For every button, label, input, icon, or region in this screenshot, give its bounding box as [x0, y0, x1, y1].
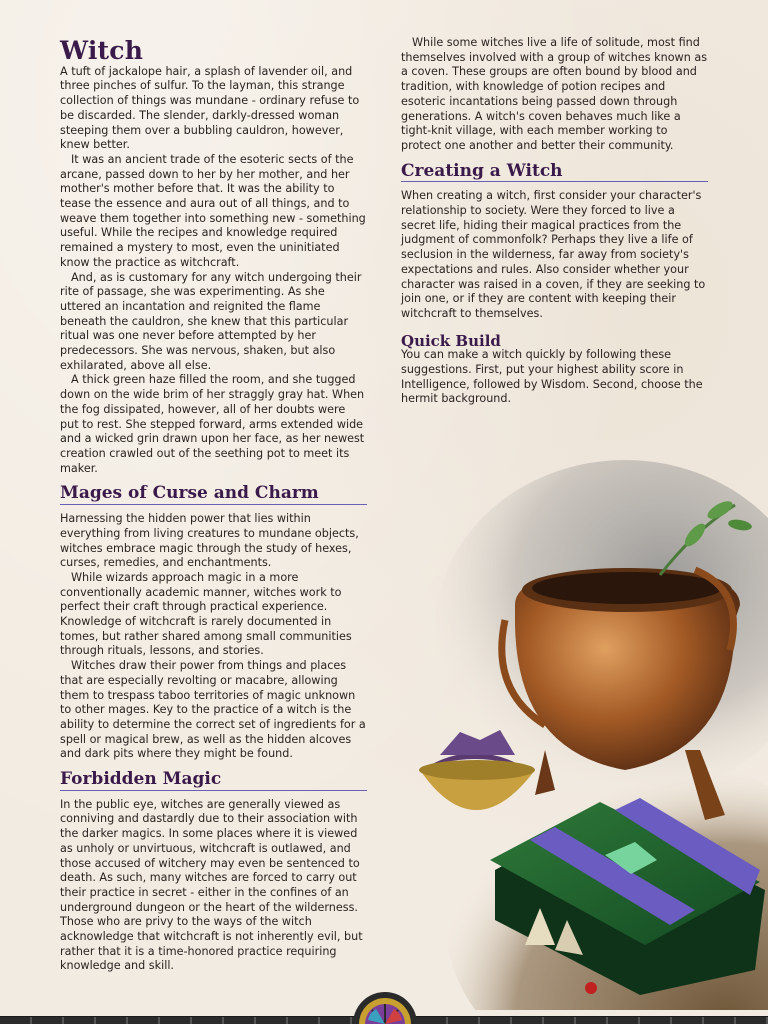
mages-paragraph-3: Witches draw their power from things and places that are especially revolting or macabre, allowing them to trespass taboo territories of magic unknown to other mages. Key to the practice of a witch is the ability to determine the correct set of ingredients for a spell or magical brew, as well as the hidden alcoves and dark pits where they might be found.	[60, 659, 366, 761]
intro-paragraph-3: And, as is customary for any witch undergoing their rite of passage, she was experimenting. As she uttered an incantation and reignited the flame beneath the cauldron, she knew that this particular ritual was one never before attempted by her predecessors. She was nervous, shaken, but also exhilarated, above all else.	[60, 270, 362, 372]
mages-paragraph-1: Harnessing the hidden power that lies within everything from living creatures to mundane objects, witches embrace magic through the study of hexes, curses, remedies, and enchantments.	[60, 512, 359, 570]
coven-paragraph: While some witches live a life of solitude, most find themselves involved with a group of witches known as a coven. These groups are often bound by blood and tradition, with knowledge of potion recipes and esoteric incantations being passed down through generations. A witch's coven behaves much like a tight-knit village, with each member working to protect one another and better their community.	[401, 36, 708, 152]
section-heading-creating: Creating a Witch	[401, 164, 708, 183]
right-column	[401, 36, 708, 407]
intro-paragraph-4: A thick green haze filled the room, and she tugged down on the wide brim of her straggly gray hat. When the fog dissipated, however, all of her doubts were put to rest. She stepped forward, arms extended wide and a wicked grin drawn upon her face, as her newest creation crawled out of the seething pot to meet its maker.	[60, 373, 365, 475]
cauldron-illustration	[395, 450, 768, 1010]
intro-paragraph-2: It was an ancient trade of the esoteric sects of the arcane, passed down to her by her mother, and her mother's mother before that. It was the ability to tease the essence and aura out of all things, and to weave them together into something new - something useful. While the recipes and knowledge required remained a mystery to most, even the uninitiated know the practice as witchcraft.	[60, 152, 366, 269]
forbidden-paragraph-1: In the public eye, witches are generally viewed as conniving and dastardly due to their association with the darker magics. In some places where it is viewed as unholy or unvirtuous, witchcraft is outlawed, and those accused of witchery may even be sentenced to death. As such, many witches are forced to carry out their practice in secret - either in the confines of an underground dungeon or the heart of the wilderness. Those who are privy to the ways of the witch acknowledge that witchcraft is not inherently evil, but rather that it is a time-honored practice requiring knowledge and skill.	[60, 797, 363, 973]
section-heading-quick-build: Quick Build	[401, 331, 501, 350]
footer-ornament-icon	[350, 990, 420, 1024]
left-column	[60, 36, 367, 974]
section-heading-forbidden: Forbidden Magic	[60, 772, 367, 791]
quick-build-paragraph-1: You can make a witch quickly by following these suggestions. First, put your highest ability score in Intelligence, followed by Wisdom. Second, choose the hermit background.	[401, 348, 703, 406]
intro-paragraph-1: A tuft of jackalope hair, a splash of lavender oil, and three pinches of sulfur. To the layman, this strange collection of things was mundane - ordinary refuse to be discarded. The slender, darkly-dressed woman steeping them over a bubbling cauldron, however, knew better.	[60, 64, 360, 152]
creating-paragraph-1: When creating a witch, first consider your character's relationship to society. Were they forced to live a secret life, hiding their magical practices from the judgment of commonfolk? Perhaps they live a life of seclusion in the wilderness, far away from society's expectations and rules. Also consider whether your character was raised in a coven, if they are seeking to join one, or if they are content with keeping their witchcraft to themselves.	[401, 189, 706, 320]
mages-paragraph-2: While wizards approach magic in a more conventionally academic manner, witches work to perfect their craft through practical experience. Knowledge of witchcraft is rarely documented in tomes, but rather shared among small communities through rituals, lessons, and stories.	[60, 570, 352, 658]
page-title: Witch	[60, 36, 144, 65]
section-heading-mages: Mages of Curse and Charm	[60, 486, 367, 505]
